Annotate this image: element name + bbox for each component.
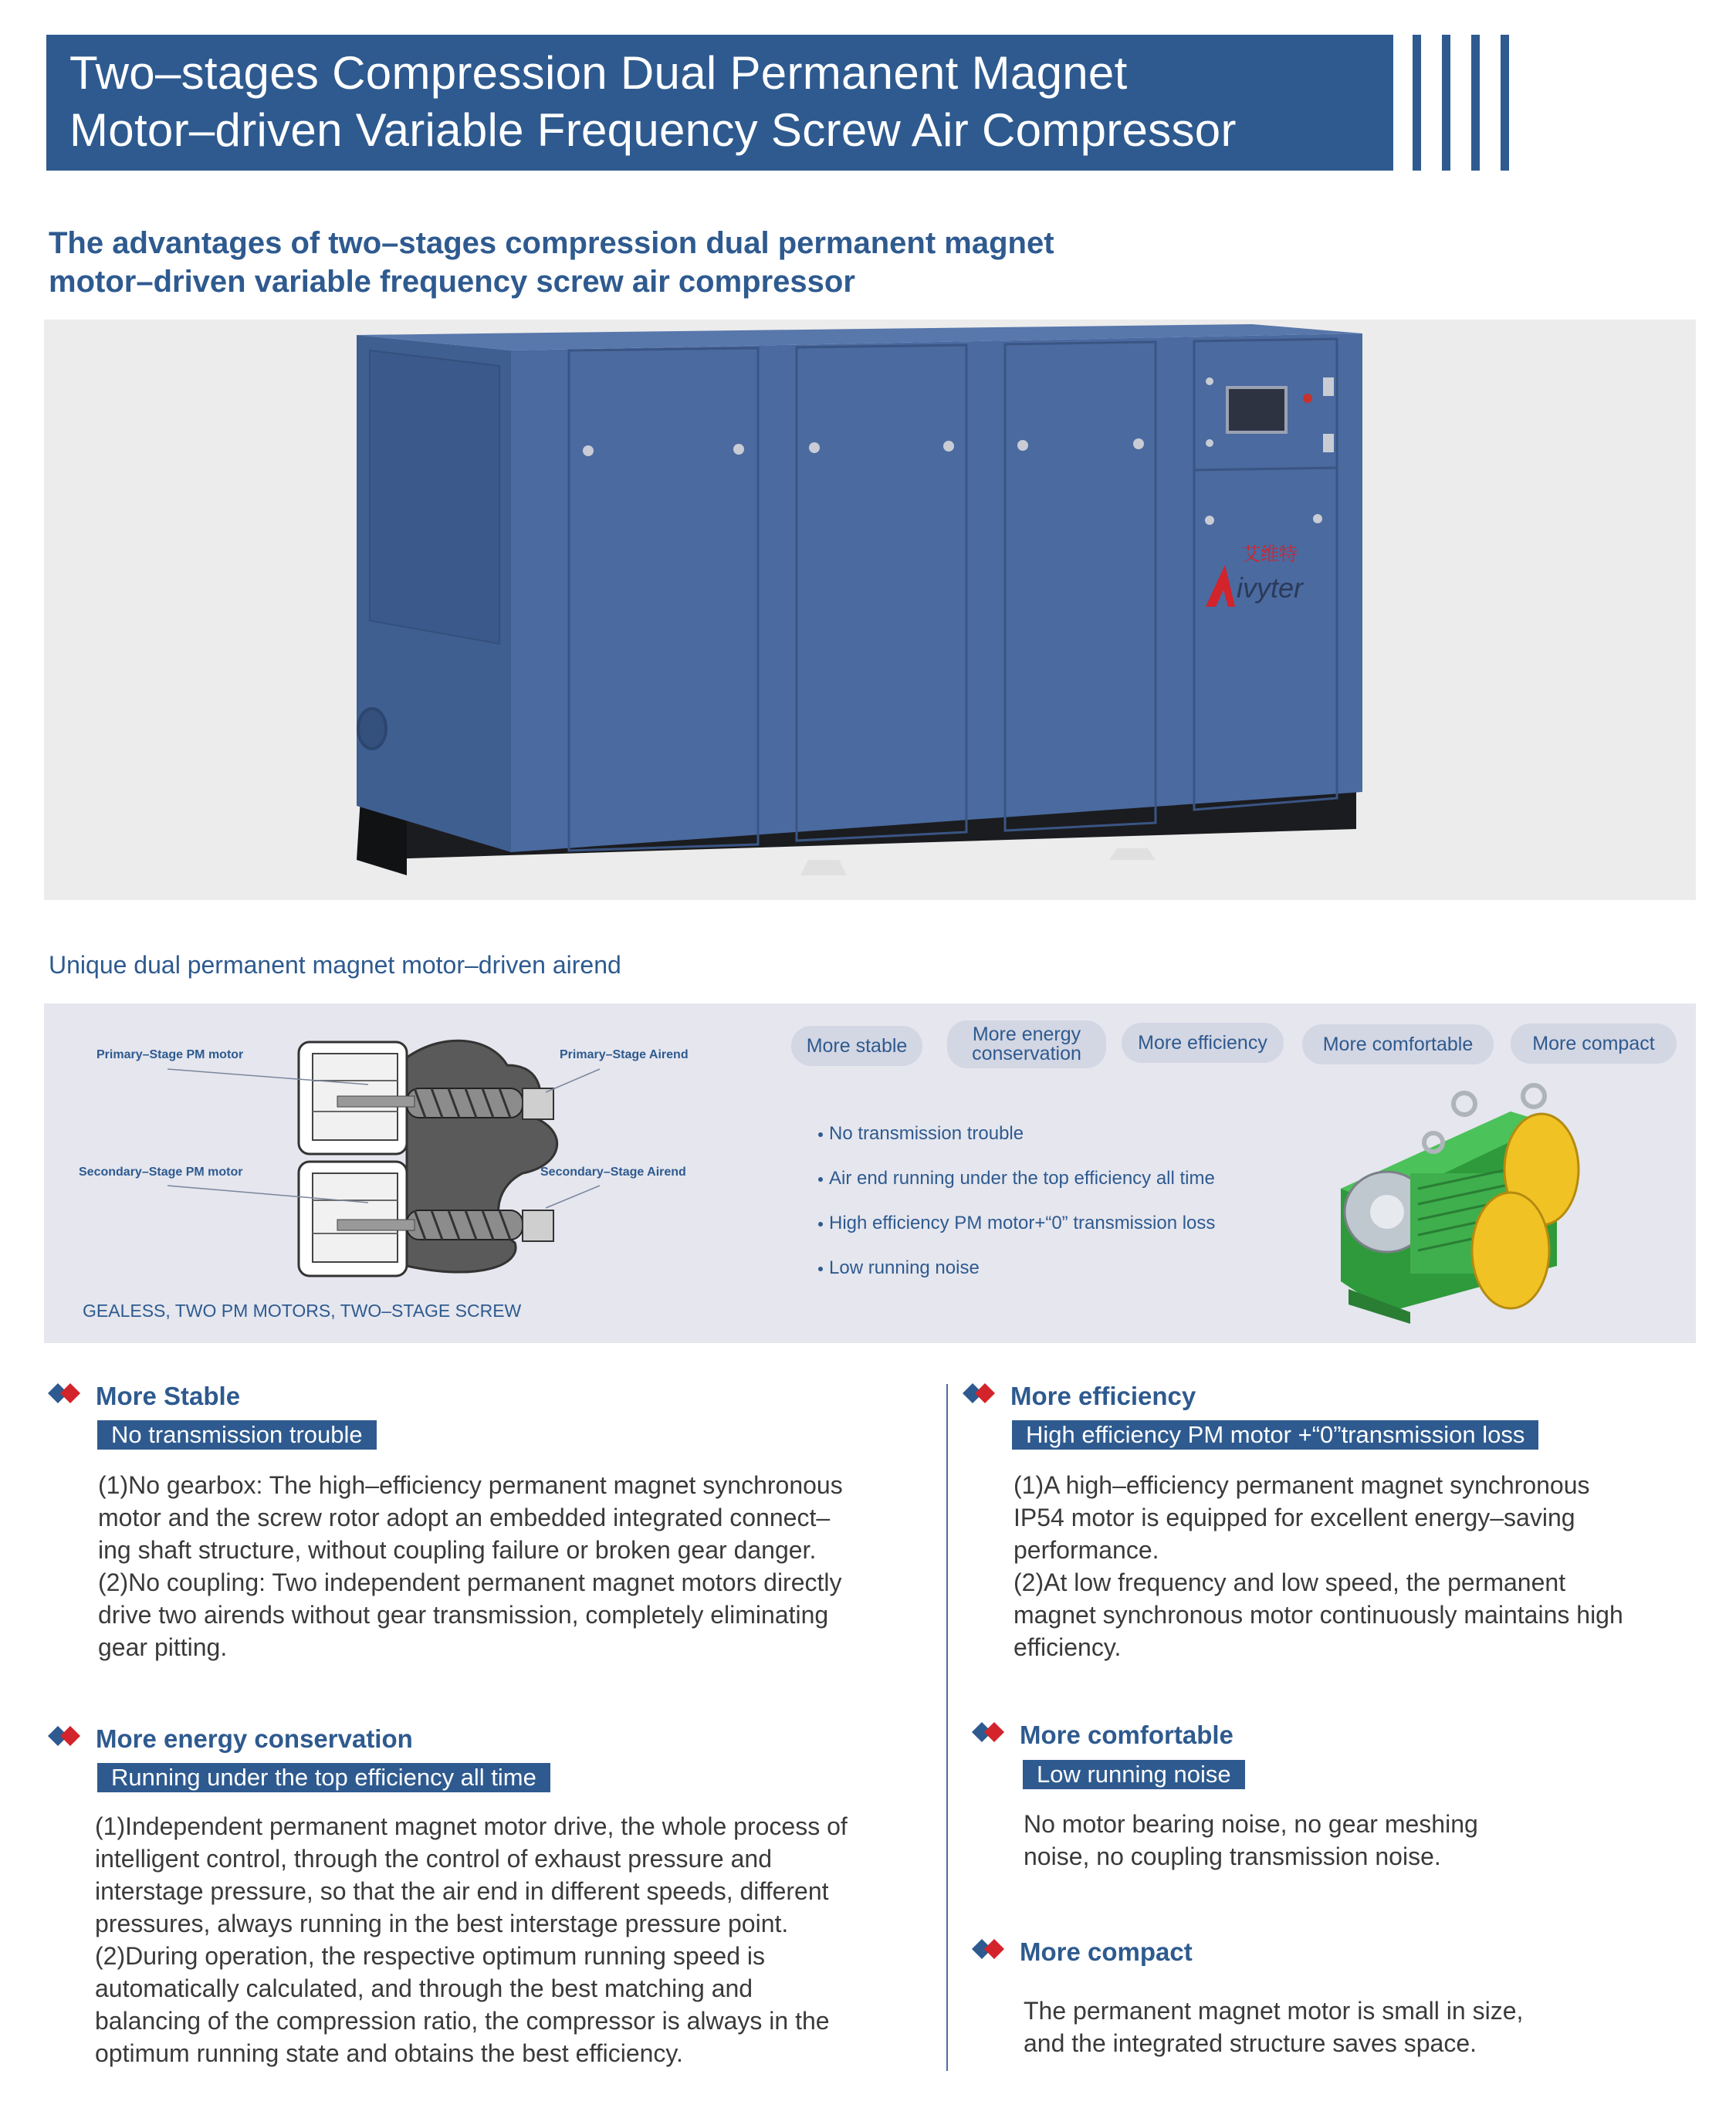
column-divider <box>946 1384 948 2071</box>
body-line: drive two airends without gear transmission, completely eliminating <box>98 1601 829 1629</box>
compressor-photo-panel <box>44 320 1696 900</box>
heading-more-stable: More Stable <box>96 1382 241 1410</box>
bullet-dot-icon <box>818 1267 823 1271</box>
body-line: efficiency. <box>1014 1633 1122 1661</box>
body-line: magnet synchronous motor continuously maintains high <box>1014 1601 1623 1629</box>
body-more-efficiency <box>1014 1469 1708 1663</box>
body-line: (1)No gearbox: The high–efficiency permanent magnet synchronous <box>98 1471 843 1499</box>
body-line: intelligent control, through the control of exhaust pressure and <box>95 1845 772 1873</box>
body-line: (2)At low frequency and low speed, the permanent <box>1014 1568 1566 1596</box>
bullet-item: No transmission trouble <box>818 1123 1024 1145</box>
body-line: (2)No coupling: Two independent permanent magnet motors directly <box>98 1568 842 1596</box>
diamond-arrow-icon <box>46 1724 82 1748</box>
body-line: interstage pressure, so that the air end in different speeds, different <box>95 1877 829 1905</box>
pill-more-efficiency: More efficiency <box>1122 1023 1284 1063</box>
diamond-arrow-icon <box>970 1937 1006 1961</box>
body-line: performance. <box>1014 1536 1159 1564</box>
airend-panel <box>44 1003 1696 1343</box>
body-more-stable <box>98 1469 932 1663</box>
pill-more-energy-conservation <box>947 1020 1106 1068</box>
pill-more-compact: More compact <box>1511 1024 1677 1064</box>
body-line: (1)A high–efficiency permanent magnet synchronous <box>1014 1471 1590 1499</box>
decorative-bar <box>1471 35 1480 171</box>
body-line: (1)Independent permanent magnet motor drive, the whole process of <box>95 1812 848 1840</box>
subtitle-line-2: motor–driven variable frequency screw air compressor <box>49 265 855 299</box>
pill-line-1: More energy <box>972 1024 1081 1045</box>
tag-high-efficiency-pm-motor: High efficiency PM motor +“0”transmission loss <box>1012 1420 1538 1450</box>
body-line: IP54 motor is equipped for excellent energy–saving <box>1014 1504 1575 1531</box>
body-line: noise, no coupling transmission noise. <box>1024 1842 1441 1870</box>
label-secondary-airend: Secondary–Stage Airend <box>540 1166 686 1179</box>
bullet-dot-icon <box>818 1177 823 1182</box>
label-primary-airend: Primary–Stage Airend <box>560 1048 689 1061</box>
body-line: The permanent magnet motor is small in size, <box>1024 1997 1524 2025</box>
body-line: gear pitting. <box>98 1633 228 1661</box>
air-compressor-illustration <box>44 320 1696 900</box>
body-line: automatically calculated, and through the best matching and <box>95 1974 753 2002</box>
advantages-subtitle <box>49 224 1206 301</box>
bullet-item: High efficiency PM motor+“0” transmission loss <box>818 1213 1215 1234</box>
body-line: No motor bearing noise, no gear meshing <box>1024 1810 1478 1838</box>
body-more-comfortable <box>1024 1808 1687 1873</box>
label-primary-motor: Primary–Stage PM motor <box>96 1048 244 1061</box>
page-title-line-1: Two–stages Compression Dual Permanent Magnet <box>69 47 1128 99</box>
bullet-dot-icon <box>818 1132 823 1137</box>
body-line: optimum running state and obtains the best efficiency. <box>95 2039 683 2067</box>
bullet-dot-icon <box>818 1222 823 1227</box>
decorative-bar <box>1501 35 1509 171</box>
label-secondary-motor: Secondary–Stage PM motor <box>79 1166 243 1179</box>
pill-more-stable: More stable <box>791 1026 922 1066</box>
heading-more-efficiency: More efficiency <box>1010 1382 1196 1410</box>
body-line: and the integrated structure saves space. <box>1024 2029 1477 2057</box>
bullet-item: Low running noise <box>818 1257 980 1279</box>
green-pm-motor-unit-illustration <box>1325 1081 1619 1328</box>
subtitle-line-1: The advantages of two–stages compression dual permanent magnet <box>49 226 1054 260</box>
heading-more-energy-conservation: More energy conservation <box>96 1724 413 1753</box>
diamond-arrow-icon <box>46 1382 82 1405</box>
diagram-caption: GEALESS, TWO PM MOTORS, TWO–STAGE SCREW <box>83 1301 522 1321</box>
tag-running-top-efficiency: Running under the top efficiency all time <box>97 1763 550 1792</box>
heading-more-comfortable: More comfortable <box>1020 1721 1233 1749</box>
decorative-bar <box>1442 35 1450 171</box>
body-line: motor and the screw rotor adopt an embedded integrated connect– <box>98 1504 831 1531</box>
pill-more-comfortable: More comfortable <box>1302 1024 1494 1064</box>
brand-logo-cn: 艾维特 <box>1242 544 1298 565</box>
diagram-leader-lines <box>44 1003 739 1312</box>
body-line: ing shaft structure, without coupling failure or broken gear danger. <box>98 1536 817 1564</box>
diamond-arrow-icon <box>961 1382 997 1405</box>
body-more-compact <box>1024 1995 1687 2059</box>
tag-no-transmission-trouble: No transmission trouble <box>97 1420 377 1450</box>
body-line: balancing of the compression ratio, the compressor is always in the <box>95 2007 830 2035</box>
body-line: pressures, always running in the best interstage pressure point. <box>95 1910 789 1937</box>
bullet-item: Air end running under the top efficiency all time <box>818 1168 1215 1189</box>
body-line: (2)During operation, the respective optimum running speed is <box>95 1942 766 1970</box>
airend-caption: Unique dual permanent magnet motor–driven airend <box>49 951 621 979</box>
tag-low-running-noise: Low running noise <box>1023 1760 1245 1789</box>
diamond-arrow-icon <box>970 1721 1006 1744</box>
heading-more-compact: More compact <box>1020 1937 1193 1966</box>
pill-line-2: conservation <box>972 1043 1081 1064</box>
page-title-line-2: Motor–driven Variable Frequency Screw Air Compressor <box>69 104 1237 156</box>
page-title <box>69 45 1382 159</box>
body-more-energy-conservation <box>95 1810 936 2069</box>
decorative-bar <box>1413 35 1421 171</box>
brand-logo-text: ivyter <box>1237 572 1304 604</box>
